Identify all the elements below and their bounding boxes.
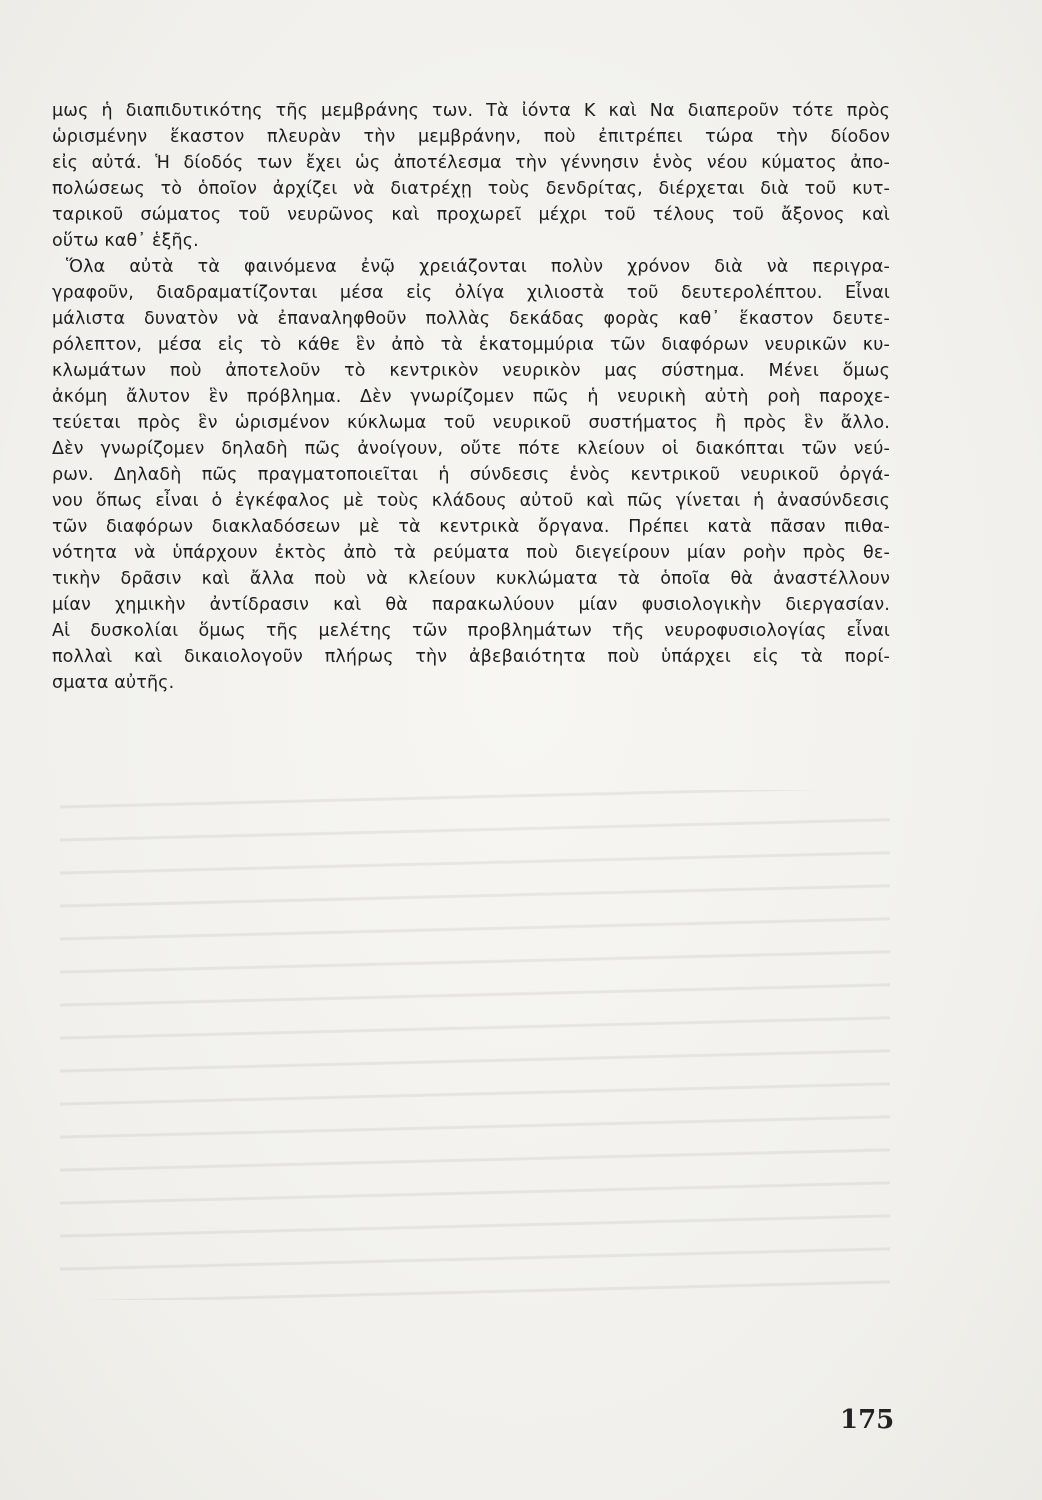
text-line: νότητα νὰ ὑπάρχουν ἐκτὸς ἀπὸ τὰ ρεύματα ποὺ διεγείρουν μίαν ροὴν πρὸς θε- <box>52 543 890 563</box>
body-text <box>52 98 890 696</box>
text-line: τεύεται πρὸς ἓν ὡρισμένον κύκλωμα τοῦ νευρικοῦ συστήματος ἢ πρὸς ἓν ἄλλο. <box>52 413 890 433</box>
text-line: ὡρισμένην ἕκαστον πλευρὰν τὴν μεμβράνην, ποὺ ἐπιτρέπει τώρα τὴν δίοδον <box>52 127 890 147</box>
text-line: τικὴν δρᾶσιν καὶ ἄλλα ποὺ νὰ κλείουν κυκλώματα τὰ ὁποῖα θὰ ἀναστέλλουν <box>52 569 890 589</box>
text-line: μίαν χημικὴν ἀντίδρασιν καὶ θὰ παρακωλύουν μίαν φυσιολογικὴν διεργασίαν. <box>52 595 890 615</box>
text-line: ἀκόμη ἄλυτον ἓν πρόβλημα. Δὲν γνωρίζομεν πῶς ἡ νευρικὴ αὐτὴ ροὴ παροχε- <box>52 387 890 407</box>
text-line: τῶν διαφόρων διακλαδόσεων μὲ τὰ κεντρικὰ ὄργανα. Πρέπει κατὰ πᾶσαν πιθα- <box>52 517 890 537</box>
text-line: νου ὅπως εἶναι ὁ ἐγκέφαλος μὲ τοὺς κλάδους αὐτοῦ καὶ πῶς γίνεται ἡ ἀνασύνδεσις <box>52 491 890 511</box>
reverse-side-bleed-through <box>60 790 890 1300</box>
text-line: σματα αὐτῆς. <box>52 673 175 693</box>
text-line: Δὲν γνωρίζομεν δηλαδὴ πῶς ἀνοίγουν, οὔτε πότε κλείουν οἱ διακόπται τῶν νεύ- <box>52 439 890 459</box>
text-line: οὕτω καθ᾽ ἑξῆς. <box>52 231 199 251</box>
text-line: πολλαὶ καὶ δικαιολογοῦν πλήρως τὴν ἀβεβαιότητα ποὺ ὑπάρχει εἰς τὰ πορί- <box>52 647 890 667</box>
text-line: Αἱ δυσκολίαι ὅμως τῆς μελέτης τῶν προβλημάτων τῆς νευροφυσιολογίας εἶναι <box>52 621 890 641</box>
text-line: Ὅλα αὐτὰ τὰ φαινόμενα ἐνῷ χρειάζονται πολὺν χρόνον διὰ νὰ περιγρα- <box>66 257 890 277</box>
page-number: 175 <box>840 1405 895 1435</box>
text-line: πολώσεως τὸ ὁποῖον ἀρχίζει νὰ διατρέχῃ τοὺς δενδρίτας, διέρχεται διὰ τοῦ κυτ- <box>52 179 890 199</box>
text-line: εἰς αὐτά. Ἡ δίοδός των ἔχει ὡς ἀποτέλεσμα τὴν γέννησιν ἑνὸς νέου κύματος ἀπο- <box>52 153 890 173</box>
text-line: μως ἡ διαπιδυτικότης τῆς μεμβράνης των. Τὰ ἰόντα Κ καὶ Να διαπεροῦν τότε πρὸς <box>52 101 890 121</box>
text-line: ρόλεπτον, μέσα εἰς τὸ κάθε ἓν ἀπὸ τὰ ἑκατομμύρια τῶν διαφόρων νευρικῶν κυ- <box>52 335 890 355</box>
text-line: γραφοῦν, διαδραματίζονται μέσα εἰς ὀλίγα χιλιοστὰ τοῦ δευτερολέπτου. Εἶναι <box>52 283 890 303</box>
text-line: μάλιστα δυνατὸν νὰ ἐπαναληφθοῦν πολλὰς δεκάδας φορὰς καθ᾽ ἕκαστον δευτε- <box>52 309 890 329</box>
text-line: ρων. Δηλαδὴ πῶς πραγματοποιεῖται ἡ σύνδεσις ἑνὸς κεντρικοῦ νευρικοῦ ὀργά- <box>52 465 890 485</box>
text-line: κλωμάτων ποὺ ἀποτελοῦν τὸ κεντρικὸν νευρικὸν μας σύστημα. Μένει ὅμως <box>52 361 890 381</box>
text-line: ταρικοῦ σώματος τοῦ νευρῶνος καὶ προχωρεῖ μέχρι τοῦ τέλους τοῦ ἄξονος καὶ <box>52 205 890 225</box>
